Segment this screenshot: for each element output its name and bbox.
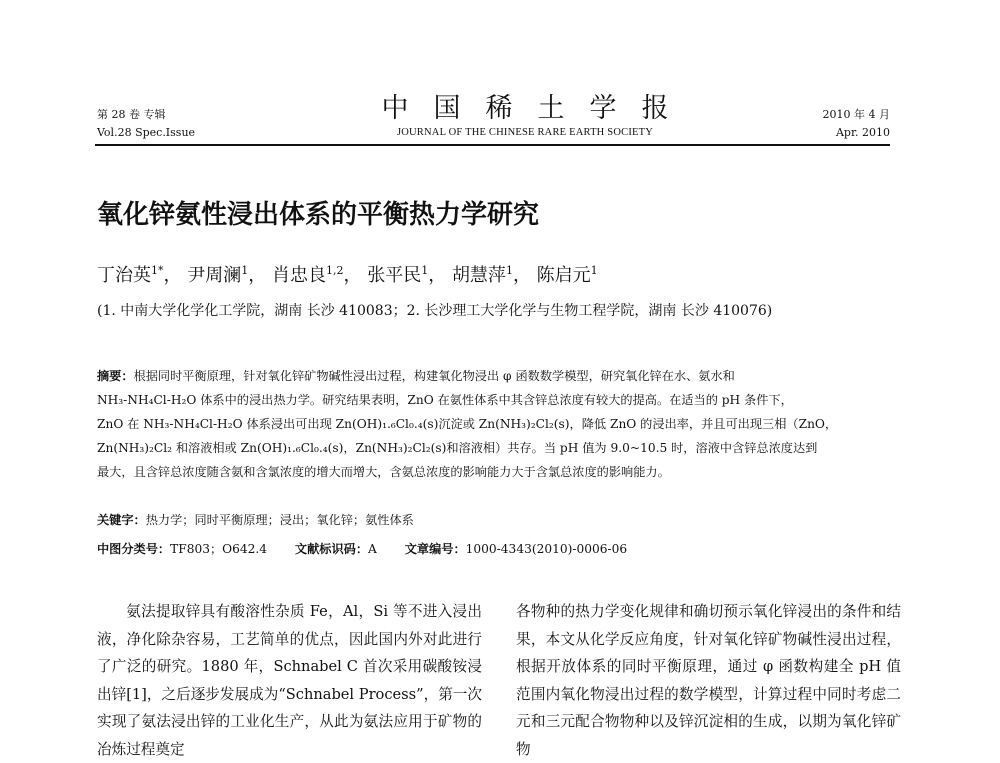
article-no-label: 文章编号： bbox=[404, 542, 466, 556]
author: 丁治英$^{1*}$ bbox=[97, 264, 164, 286]
article-no-value: 1000-4343(2010)-0006-06 bbox=[465, 542, 628, 556]
header-journal bbox=[340, 92, 710, 140]
abstract-line: 最大，且含锌总浓度随含氨和含氯浓度的增大而增大，含氨总浓度的影响能力大于含氯总浓度的影响能力。 bbox=[97, 465, 670, 479]
clc-label: 中图分类号： bbox=[97, 542, 171, 556]
abstract-line: 摘要：根据同时平衡原理，针对氧化锌矿物碱性浸出过程，构建氧化物浸出 φ 函数数学模型，研究氧化锌在水、氨水和 bbox=[97, 369, 735, 383]
affiliation: (1. 中南大学化学化工学院，湖南 长沙 410083；2. 长沙理工大学化学与生物工程学院，湖南 长沙 410076) bbox=[97, 303, 773, 319]
clc-value: TF803；O642.4 bbox=[170, 542, 268, 556]
keywords bbox=[97, 509, 897, 531]
header-volume-en: Vol.28 Spec.Issue bbox=[97, 126, 196, 139]
journal-title-en: JOURNAL OF THE CHINESE RARE EARTH SOCIETY bbox=[396, 127, 654, 138]
keywords-label: 关键字： bbox=[97, 513, 146, 527]
header-date bbox=[823, 106, 890, 142]
doc-code-value: A bbox=[368, 542, 377, 556]
header-date-cn: 2010 年 4 月 bbox=[822, 108, 890, 121]
article-title: 氧化锌氨性浸出体系的平衡热力学研究 bbox=[97, 200, 540, 230]
classification bbox=[97, 538, 897, 560]
author: 陈启元$^1$ bbox=[536, 264, 598, 286]
body-right-column: 各物种的热力学变化规律和确切预示氧化锌浸出的条件和结果，本文从化学反应角度，针对氧化锌矿物碱性浸出过程，根据开放体系的同时平衡原理，通过 φ 函数构建全 pH 值范围内氧化物浸出过程的数学模型，计算过程中同时考虑二元和三元配合物物种以及锌沉淀相的生成，以期为氧化锌矿物 bbox=[516, 603, 901, 758]
author: 肖忠良$^{1,2}$ bbox=[271, 264, 344, 286]
abstract-label: 摘要： bbox=[97, 369, 134, 383]
abstract-line: Zn(NH₃)₂Cl₂ 和溶液相或 Zn(OH)₁.₆Cl₀.₄(s)，Zn(NH₃)₂Cl₂(s)和溶液相）共存。当 pH 值为 9.0~10.5 时，溶液中含锌总浓度达到 bbox=[97, 441, 818, 455]
abstract-line: ZnO 在 NH₃-NH₄Cl-H₂O 体系浸出可出现 Zn(OH)₁.₆Cl₀.₄(s)沉淀或 Zn(NH₃)₂Cl₂(s)，降低 ZnO 的浸出率，并且可出现三相（ZnO， bbox=[97, 417, 838, 431]
author: 张平民$^1$ bbox=[367, 264, 429, 286]
header-rule bbox=[95, 144, 890, 146]
body-left-column: 氨法提取锌具有酸溶性杂质 Fe，Al，Si 等不进入浸出液，净化除杂容易，工艺简单的优点，因此国内外对此进行了广泛的研究。1880 年，Schnabel C 首次采用碳酸铵浸出锌[1]，之后逐步发展成为“Schnabel Process”，第一次实现了氨法浸出锌的工业化生产，从此为氨法应用于矿物的冶炼过程奠定 bbox=[97, 603, 482, 758]
journal-title-cn: 中国稀土学报 bbox=[381, 93, 694, 124]
author-list: 丁治英$^{1*}$， 尹周澜$^1$， 肖忠良$^{1,2}$， 张平民$^1$， 胡慧萍$^1$， 陈启元$^1$ bbox=[97, 264, 598, 286]
keywords-value: 热力学；同时平衡原理；浸出；氧化锌；氨性体系 bbox=[145, 513, 414, 527]
header-volume bbox=[97, 106, 195, 142]
header-date-en: Apr. 2010 bbox=[835, 126, 890, 139]
author: 尹周澜$^1$ bbox=[187, 264, 249, 286]
header-volume-cn: 第 28 卷 专辑 bbox=[97, 108, 166, 121]
abstract bbox=[97, 364, 897, 484]
author: 胡慧萍$^1$ bbox=[451, 264, 513, 286]
doc-code-label: 文献标识码： bbox=[294, 542, 369, 556]
abstract-line: NH₃-NH₄Cl-H₂O 体系中的浸出热力学。研究结果表明，ZnO 在氨性体系中其含锌总浓度有较大的提高。在适当的 pH 条件下， bbox=[97, 393, 793, 407]
